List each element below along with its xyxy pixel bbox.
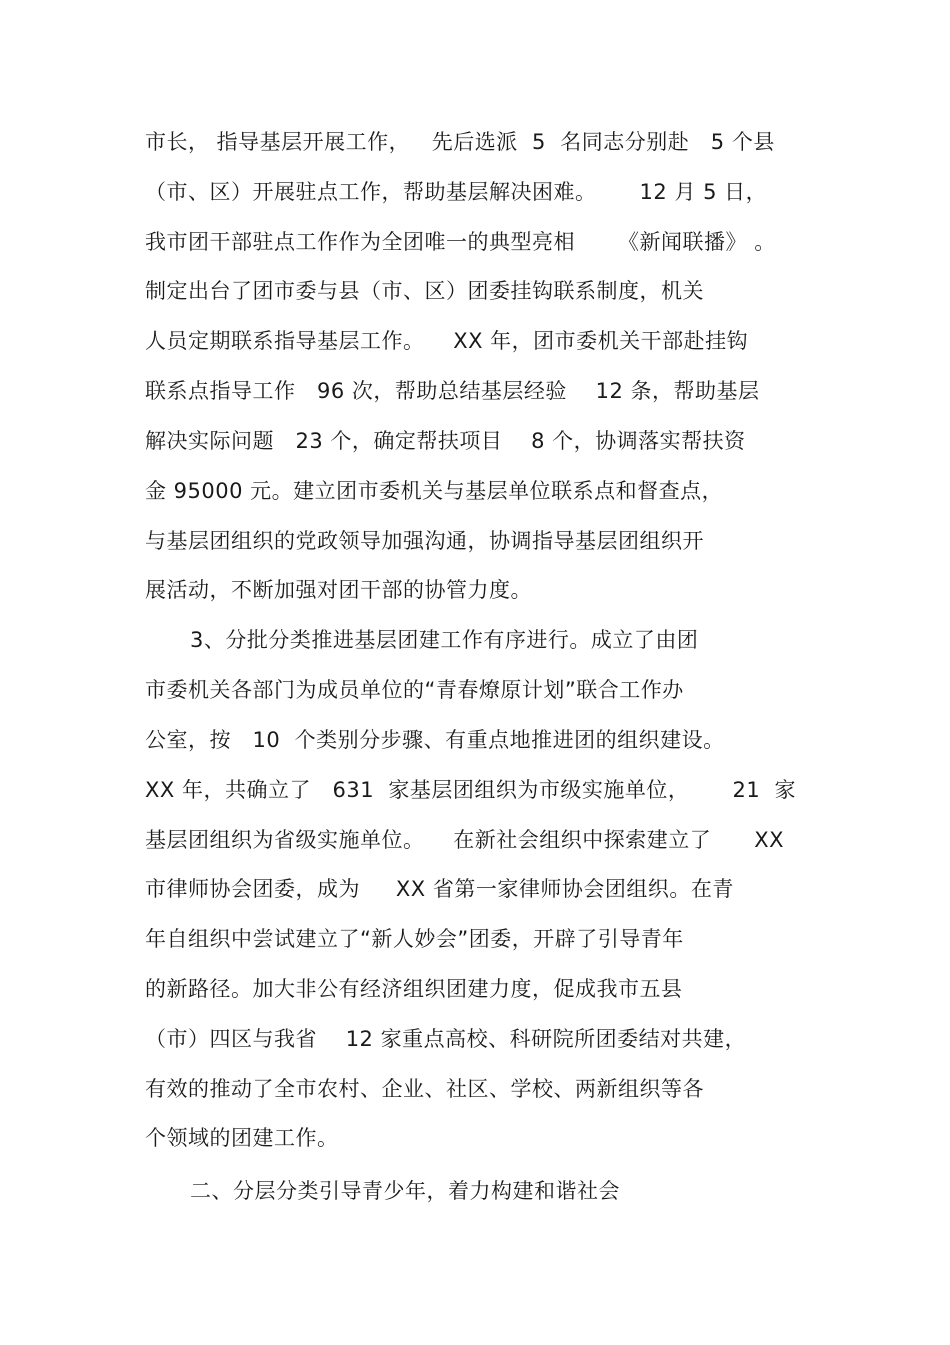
section-heading: 二、分层分类引导青少年，着力构建和谐社会	[190, 1179, 620, 1203]
text-line: 年自组织中尝试建立了“新人妙会”团委，开辟了引导青年	[145, 927, 684, 951]
text-line: 展活动，不断加强对团干部的协管力度。	[145, 578, 532, 602]
text-line: 人员定期联系指导基层工作。 XX 年，团市委机关干部赴挂钩	[145, 329, 749, 353]
text-line: 个领域的团建工作。	[145, 1126, 339, 1150]
text-line: 市长， 指导基层开展工作， 先后选派 5 名同志分别赴 5 个县	[145, 130, 775, 154]
text-line: 解决实际问题 23 个，确定帮扶项目 8 个，协调落实帮扶资	[145, 429, 746, 453]
text-line: 市律师协会团委，成为 XX 省第一家律师协会团组织。在青	[145, 877, 734, 901]
text-line: 金 95000 元。建立团市委机关与基层单位联系点和督查点，	[145, 479, 724, 503]
text-line: 基层团组织为省级实施单位。 在新社会组织中探索建立了 XX	[145, 828, 785, 852]
text-line: 市委机关各部门为成员单位的“青春燎原计划”联合工作办	[145, 678, 684, 702]
text-line: 制定出台了团市委与县（市、区）团委挂钩联系制度，机关	[145, 279, 704, 303]
text-line: （市、区）开展驻点工作，帮助基层解决困难。 12 月 5 日，	[145, 180, 768, 204]
text-line: 我市团干部驻点工作作为全团唯一的典型亮相 《新闻联播》 。	[145, 230, 776, 254]
text-line: 有效的推动了全市农村、企业、社区、学校、两新组织等各	[145, 1077, 704, 1101]
text-line: 联系点指导工作 96 次，帮助总结基层经验 12 条，帮助基层	[145, 379, 760, 403]
paragraph-heading: 3、分批分类推进基层团建工作有序进行。成立了由团	[190, 628, 699, 652]
text-line: 与基层团组织的党政领导加强沟通，协调指导基层团组织开	[145, 529, 704, 553]
text-line: 公室，按 10 个类别分步骤、有重点地推进团的组织建设。	[145, 728, 725, 752]
text-line: XX 年，共确立了 631 家基层团组织为市级实施单位， 21 家	[145, 778, 797, 802]
text-line: （市）四区与我省 12 家重点高校、科研院所团委结对共建，	[145, 1027, 747, 1051]
text-line: 的新路径。加大非公有经济组织团建力度，促成我市五县	[145, 977, 683, 1001]
